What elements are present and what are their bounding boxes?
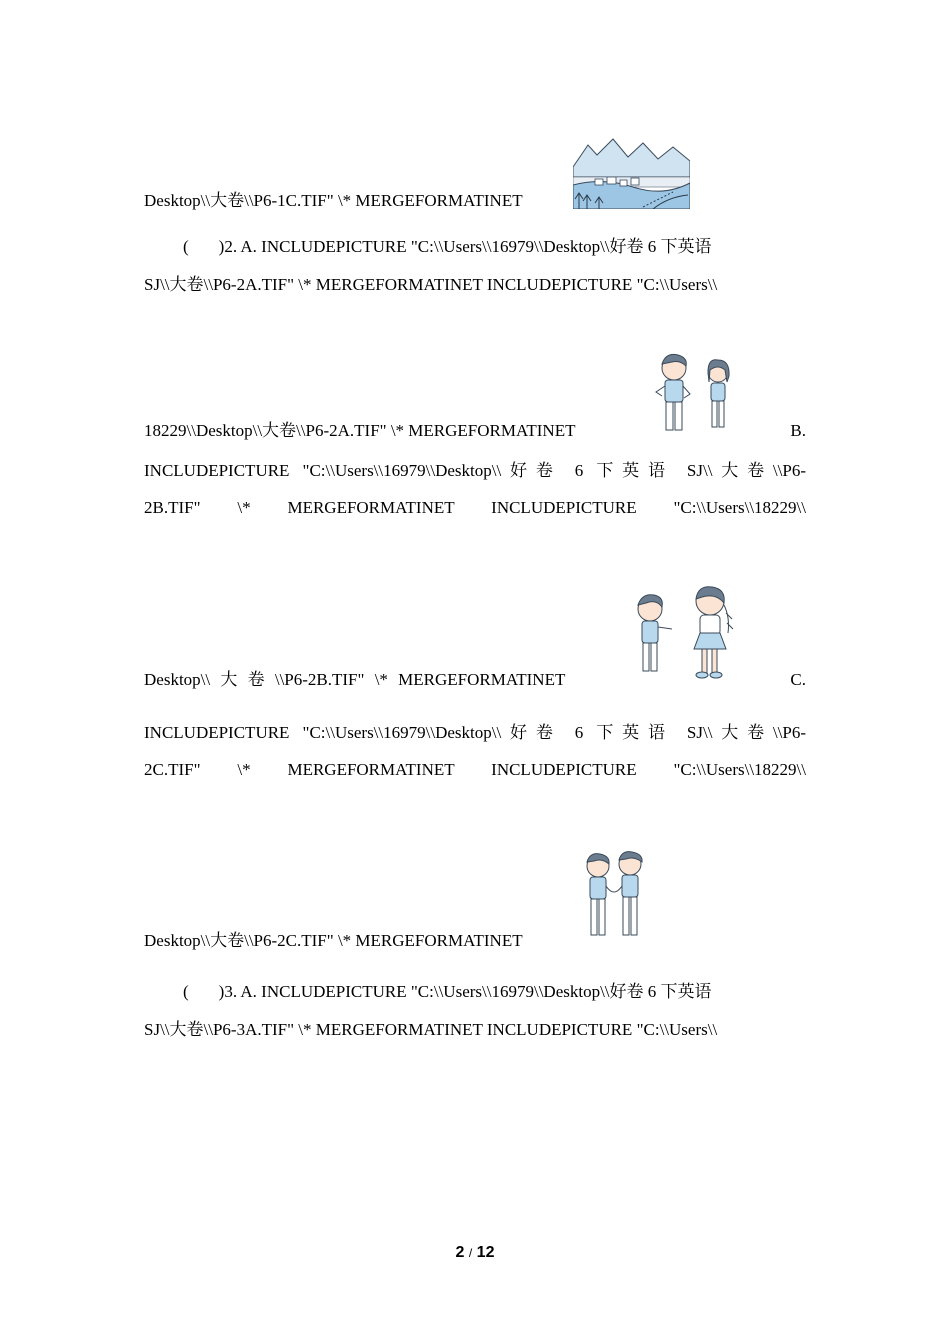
text-line — [144, 1020, 806, 1040]
answer-bracket-open: ( — [183, 982, 189, 1001]
text-line — [144, 498, 806, 518]
text-line — [144, 275, 806, 295]
field-code-text: INCLUDEPICTURE "C:\\Users\\16979\\Desktop\\好卷 6 下英语 SJ\\大卷\\P6- — [144, 461, 806, 480]
option-label: B. — [790, 421, 806, 440]
text-line — [144, 723, 806, 743]
field-code-text: INCLUDEPICTURE "C:\\Users\\16979\\Desktop\\好卷 6 下英语 SJ\\大卷\\P6- — [144, 723, 806, 742]
question-text: )2. A. INCLUDEPICTURE "C:\\Users\\16979\\Desktop\\好卷 6 下英语 — [218, 237, 712, 256]
text-line — [144, 931, 806, 951]
field-code-text: Desktop\\大卷\\P6-1C.TIF" \* MERGEFORMATINET — [144, 191, 523, 210]
text-line — [183, 237, 806, 257]
page-separator: / — [468, 1246, 473, 1260]
landscape-image — [573, 137, 690, 209]
field-code-text: Desktop\\大卷\\P6-2C.TIF" \* MERGEFORMATINET — [144, 931, 523, 950]
text-line — [144, 760, 806, 780]
two-boys-image — [580, 850, 652, 942]
field-code-text: 2C.TIF" \* MERGEFORMATINET INCLUDEPICTURE "C:\\Users\\18229\\ — [144, 760, 806, 779]
option-label: C. — [790, 670, 806, 689]
field-code-text: SJ\\大卷\\P6-2A.TIF" \* MERGEFORMATINET INCLUDEPICTURE "C:\\Users\\ — [144, 275, 718, 294]
question-text: )3. A. INCLUDEPICTURE "C:\\Users\\16979\\Desktop\\好卷 6 下英语 — [218, 982, 712, 1001]
current-page: 2 — [455, 1244, 465, 1261]
field-code-text: Desktop\\ 大 卷 \\P6-2B.TIF" \* MERGEFORMATINET — [144, 670, 566, 689]
text-line — [144, 670, 806, 690]
text-line — [144, 191, 806, 211]
boy-girl-pointing-image — [630, 583, 740, 683]
text-line — [144, 461, 806, 481]
field-code-text: SJ\\大卷\\P6-3A.TIF" \* MERGEFORMATINET INCLUDEPICTURE "C:\\Users\\ — [144, 1020, 718, 1039]
field-code-text: 18229\\Desktop\\大卷\\P6-2A.TIF" \* MERGEFORMATINET — [144, 421, 576, 440]
text-line — [144, 421, 806, 441]
page-number — [0, 1244, 950, 1262]
field-code-text: 2B.TIF" \* MERGEFORMATINET INCLUDEPICTURE "C:\\Users\\18229\\ — [144, 498, 806, 517]
text-line — [183, 982, 806, 1002]
total-pages: 12 — [476, 1244, 495, 1261]
answer-bracket-open: ( — [183, 237, 189, 256]
